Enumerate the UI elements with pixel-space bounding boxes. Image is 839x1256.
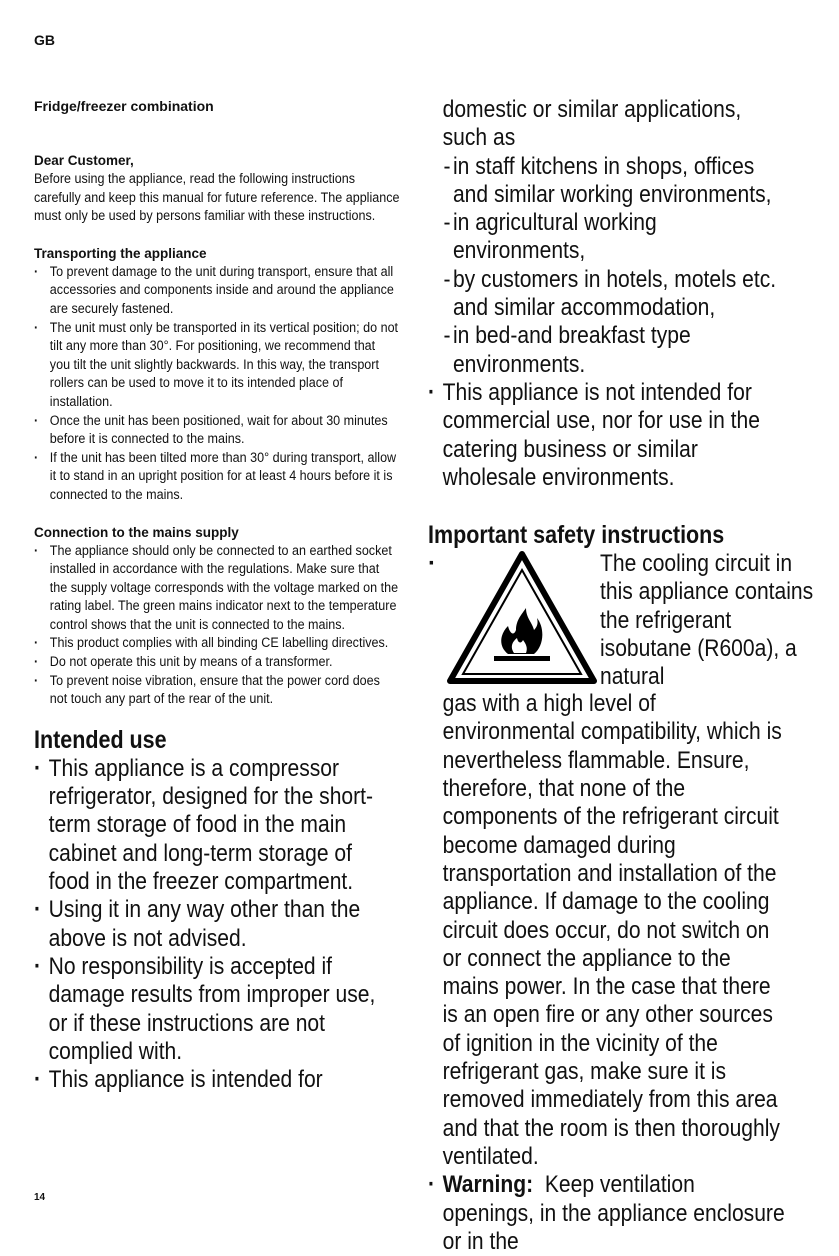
safety-heading: Important safety instructions xyxy=(428,521,725,550)
mains-list xyxy=(34,542,399,709)
document-title: Fridge/freezer combination xyxy=(34,98,214,114)
cooling-circuit-text: gas with a high level of environmental compatibility, which is nevertheless flammable. Ensure, therefore, that none of the components of the refrigerant circuit become damaged during transportation and installation of the appliance. If damage to the cooling circuit does occur, do not switch on or connect the appliance to the mains power. In the case that there is an open fire or any other sources of ignition in the vicinity of the refrigerant gas, make sure it is removed immediately from this area and that the room is then thoroughly ventilated. xyxy=(442,690,782,1170)
left-column xyxy=(34,98,399,1094)
list-item: - in staff kitchens in shops, offices and similar working environments, xyxy=(428,153,789,210)
warning-label: Warning: xyxy=(442,1171,534,1199)
list-item: · No responsibility is accepted if damage results from improper use, or if these instructions are not complied with. xyxy=(34,953,393,1066)
list-item: · Using it in any way other than the above is not advised. xyxy=(34,896,393,953)
usage-environments-list xyxy=(428,153,789,379)
flammable-warning-icon xyxy=(446,550,598,687)
list-item: - by customers in hotels, motels etc. and similar accommodation, xyxy=(428,266,789,323)
list-item: · The appliance should only be connected to an earthed socket installed in accordance with the regulations. Make sure that the supply voltage corresponds with the voltage marked on the rating label. The green mains indicator next to the temperature control shows that the unit is connected to the mains. xyxy=(34,542,399,635)
list-item: · Do not operate this unit by means of a transformer. xyxy=(34,653,399,672)
list-item: · This appliance is not intended for commercial use, nor for use in the catering business or similar wholesale environments. xyxy=(428,379,787,492)
right-column xyxy=(428,96,813,1256)
list-item: · The unit must only be transported in its vertical position; do not tilt any more than 30°. For positioning, we recommend that you tilt the unit slightly backwards. In this way, the transport rollers can be used to move it to its intended place of installation. xyxy=(34,319,399,412)
list-item: - in bed-and breakfast type environments. xyxy=(428,322,789,379)
intended-use-heading: Intended use xyxy=(34,725,167,754)
greeting: Dear Customer, xyxy=(34,153,134,168)
cooling-intro-text: The cooling circuit in this appliance contains the refrigerant isobutane (R600a), a natural xyxy=(600,550,814,691)
commercial-use-list xyxy=(428,379,828,492)
bullet: · xyxy=(428,550,436,578)
language-code: GB xyxy=(34,32,55,48)
list-item: · Once the unit has been positioned, wait for about 30 minutes before it is connected to the mains. xyxy=(34,412,399,449)
page-number: 14 xyxy=(34,1192,46,1203)
continuation-text: domestic or similar applications, such as xyxy=(442,96,742,152)
intro-paragraph: Before using the appliance, read the following instructions carefully and keep this manual for future reference. The appliance must only be used by persons familiar with these instructions. xyxy=(34,171,400,224)
intended-use-list xyxy=(34,755,399,1095)
list-item: · To prevent damage to the unit during transport, ensure that all accessories and components inside and around the appliance are securely fastened. xyxy=(34,263,399,319)
warning-text: Keep ventilation openings, in the appliance enclosure or in the xyxy=(442,1171,785,1255)
list-item: · This product complies with all binding CE labelling directives. xyxy=(34,634,399,653)
warning-list xyxy=(428,1171,828,1256)
list-item: · To prevent noise vibration, ensure that the power cord does not touch any part of the rear of the unit. xyxy=(34,672,399,709)
transport-list xyxy=(34,263,399,505)
list-item: · This appliance is intended for xyxy=(34,1066,393,1094)
cooling-circuit-item xyxy=(428,550,813,692)
list-item: - in agricultural working environments, xyxy=(428,209,789,266)
warning-item xyxy=(428,1171,787,1256)
list-item: · If the unit has been tilted more than 30° during transport, allow it to stand in an upright position for at least 4 hours before it is connected to the mains. xyxy=(34,449,399,505)
list-item: · This appliance is a compressor refrigerator, designed for the short-term storage of food in the main cabinet and long-term storage of food in the freezer compartment. xyxy=(34,755,393,896)
mains-heading: Connection to the mains supply xyxy=(34,524,239,540)
transport-heading: Transporting the appliance xyxy=(34,245,207,261)
